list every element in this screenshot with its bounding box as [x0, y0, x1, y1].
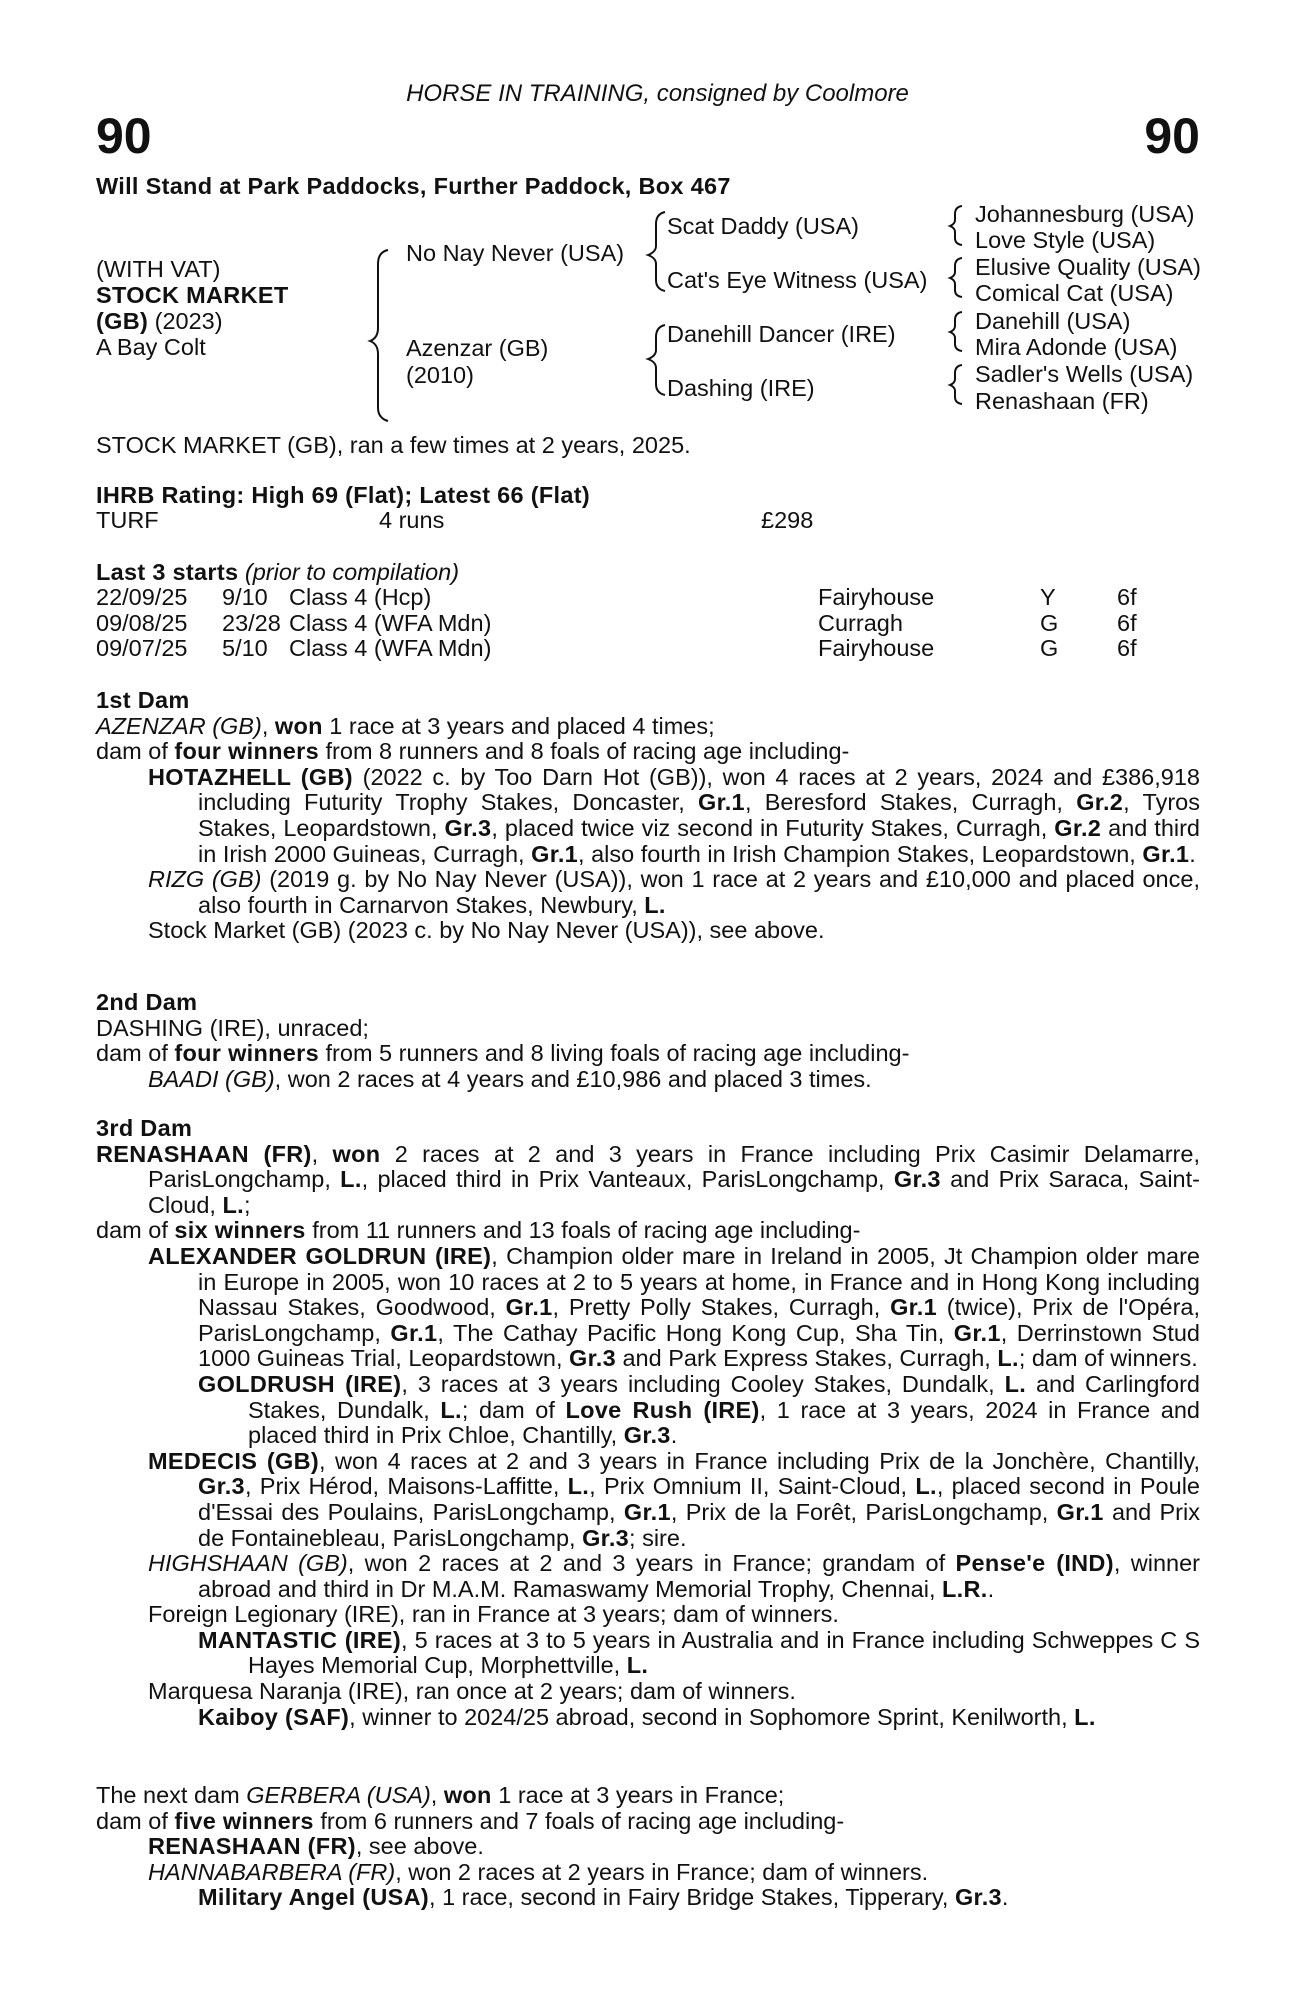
rating-runs: 4 runs: [379, 507, 445, 533]
grade: L.: [626, 1652, 649, 1679]
text: , placed third in Prix Vanteaux, ParisLongchamp,: [361, 1166, 894, 1193]
text: , see above.: [355, 1833, 484, 1860]
progeny-highshaan: [96, 1551, 1200, 1602]
grade: Gr.3: [569, 1345, 616, 1372]
start-course: Fairyhouse: [818, 584, 935, 610]
start-dist: 6f: [1117, 609, 1137, 636]
text: dam of: [96, 1040, 175, 1067]
text: ; dam of: [461, 1396, 566, 1423]
start-race: Class 4 (WFA Mdn): [289, 635, 492, 662]
first-dam-title: 1st Dam: [96, 687, 190, 713]
horse-name: Kaiboy (SAF): [198, 1703, 350, 1730]
grade: L.: [1004, 1370, 1027, 1397]
grade: L.R.: [942, 1575, 988, 1602]
text: and Prix de Fontainebleau, ParisLongchamp,: [198, 1498, 1200, 1551]
text: , won 4 races at 2 and 3 years in France including Prix de la Jonchère, Chantilly,: [319, 1447, 1201, 1474]
pedigree-dam: Azenzar (GB): [406, 335, 549, 361]
progeny-hotazhell: [96, 765, 1200, 867]
text: ; dam of winners.: [1018, 1345, 1198, 1372]
dam-name: AZENZAR (GB): [96, 712, 262, 739]
grade: Gr.2: [1054, 814, 1102, 841]
progeny-medecis: [96, 1449, 1200, 1551]
text: , The Cathay Pacific Hong Kong Cup, Sha Tin,: [437, 1319, 954, 1346]
grade: L.: [997, 1345, 1019, 1372]
progeny-alexander-goldrun: [96, 1244, 1200, 1372]
text: 1 race at 3 years and placed 4 times;: [322, 712, 715, 739]
grade: L.: [1074, 1703, 1096, 1730]
grade: Gr.3: [893, 1166, 941, 1193]
horse-name: MANTASTIC (IRE): [198, 1626, 402, 1653]
text: , Prix de la Forêt, ParisLongchamp,: [670, 1498, 1057, 1525]
text: 2 races at 2 and 3 years in France including Prix Casimir Delamarre, ParisLongchamp,: [148, 1140, 1200, 1193]
grade: L.: [222, 1191, 244, 1218]
progeny-hannabarbera: [96, 1860, 1200, 1886]
grade: Gr.1: [1056, 1498, 1104, 1525]
horse-name: Pense'e (IND): [955, 1550, 1114, 1577]
start-going: Y: [1040, 584, 1056, 610]
horse-name: ALEXANDER GOLDRUN (IRE): [148, 1242, 492, 1269]
text: dam of: [96, 1807, 175, 1834]
text: 1 race at 3 years in France;: [491, 1782, 785, 1808]
grade: Gr.1: [1142, 840, 1190, 867]
start-course: Curragh: [818, 609, 903, 636]
text: Marquesa Naranja (IRE), ran once at 2 years; dam of winners.: [148, 1678, 796, 1705]
first-dam-section: [96, 688, 1200, 944]
text: .: [1001, 1884, 1009, 1911]
pedigree-gen3-5: Danehill (USA): [975, 308, 1131, 334]
text: , 1 race, second in Fairy Bridge Stakes, Tipperary,: [429, 1884, 955, 1911]
rating-title: IHRB Rating: High 69 (Flat); Latest 66 (Flat): [96, 482, 590, 508]
third-dam-title: 3rd Dam: [96, 1115, 193, 1141]
start-going: G: [1040, 609, 1059, 636]
text: from 6 runners and 7 foals of racing age including-: [313, 1807, 845, 1834]
start-going: G: [1040, 635, 1059, 662]
text: and third in Irish 2000 Guineas, Curragh,: [198, 814, 1201, 867]
progeny-stock-market: [96, 918, 1200, 944]
grade: Gr.3: [954, 1884, 1002, 1911]
text: , 5 races at 3 to 5 years in Australia and in France including Schweppes C S Hayes Memorial Cup, Morphettville,: [248, 1626, 1200, 1679]
text: Stock Market (GB) (2023 c. by No Nay Never (USA)), see above.: [148, 917, 825, 944]
text: dam of: [96, 1217, 175, 1244]
text: Foreign Legionary (IRE), ran in France at 3 years; dam of winners.: [148, 1601, 839, 1628]
progeny-renashaan: [96, 1834, 1200, 1860]
text: from 8 runners and 8 foals of racing age including-: [319, 738, 850, 765]
third-dam-section: [96, 1116, 1200, 1730]
pedigree-dam-sire: Danehill Dancer (IRE): [667, 321, 896, 347]
horse-name: STOCK MARKET: [96, 282, 289, 308]
progeny-marquesa-naranja: [96, 1679, 1200, 1705]
horse-name: GOLDRUSH (IRE): [198, 1370, 402, 1397]
horse-name: HIGHSHAAN (GB): [148, 1550, 348, 1577]
second-dam-section: [96, 990, 1200, 1092]
stand-location: Will Stand at Park Paddocks, Further Paddock, Box 467: [96, 173, 731, 199]
progeny-goldrush: [96, 1372, 1200, 1449]
progeny-baadi: [96, 1067, 1200, 1093]
grade: L.: [440, 1396, 462, 1423]
text: dam of: [96, 738, 175, 765]
progeny-rizg: [96, 867, 1200, 918]
text: ,: [311, 1140, 333, 1167]
last-starts-note: (prior to compilation): [244, 559, 460, 585]
winners-count: six winners: [174, 1217, 306, 1244]
third-dam-line1: [96, 1142, 1200, 1219]
grade: Gr.1: [953, 1319, 1001, 1346]
text: , won 2 races at 4 years and £10,986 and placed 3 times.: [274, 1065, 872, 1092]
grade: Gr.1: [390, 1319, 438, 1346]
text: , Champion older mare in Ireland in 2005, Jt Champion older mare in Europe in 2005, won 10 races at 2 to 5 years at home, in France and in Hong Kong including Nassau Stakes, Goodwood,: [198, 1242, 1200, 1321]
horse-year: (2023): [154, 308, 223, 334]
grade: L.: [340, 1166, 362, 1193]
start-date: 22/09/25: [96, 584, 188, 610]
text: and Prix Saraca, Saint-Cloud,: [148, 1166, 1200, 1218]
horse-description: A Bay Colt: [96, 334, 206, 360]
text: , won 2 races at 2 years in France; dam of winners.: [395, 1858, 929, 1885]
rating-surface: TURF: [96, 507, 159, 533]
text: ,: [261, 712, 275, 739]
text: , placed twice viz second in Futurity Stakes, Curragh,: [491, 814, 1055, 841]
pedigree-dam-dam: Dashing (IRE): [667, 375, 815, 401]
text: , Beresford Stakes, Curragh,: [744, 789, 1077, 816]
next-dam-line2: [96, 1809, 1200, 1835]
text: (2019 g. by No Nay Never (USA)), won 1 race at 2 years and £10,000 and placed once, also fourth in Carnarvon Stakes, Newbury,: [198, 866, 1200, 918]
start-pos: 9/10: [222, 584, 268, 610]
pedigree-gen3-3: Elusive Quality (USA): [975, 254, 1201, 280]
grade: L.: [644, 891, 666, 918]
grade: L.: [915, 1473, 937, 1500]
grade: Gr.1: [698, 789, 745, 816]
text: (2022 c. by Too Darn Hot (GB)), won 4 races at 2 years, 2024 and £386,918 including Futurity Trophy Stakes, Doncaster,: [198, 763, 1200, 816]
won-label: won: [443, 1782, 492, 1808]
text: , Pretty Polly Stakes, Curragh,: [552, 1294, 891, 1321]
text: .: [987, 1575, 995, 1602]
start-race: Class 4 (WFA Mdn): [289, 609, 492, 636]
text: , Prix Hérod, Maisons-Laffitte,: [244, 1473, 568, 1500]
grade: L.: [567, 1473, 590, 1500]
progeny-kaiboy: [96, 1705, 1200, 1731]
first-dam-line1: [96, 714, 1200, 740]
next-dam-section: [96, 1783, 1200, 1911]
won-label: won: [274, 712, 323, 739]
pedigree-gen3-6: Mira Adonde (USA): [975, 334, 1178, 360]
start-date: 09/07/25: [96, 635, 188, 662]
grade: Gr.3: [444, 814, 492, 841]
text: , winner abroad and third in Dr M.A.M. Ramaswamy Memorial Trophy, Chennai,: [198, 1550, 1200, 1602]
text: from 11 runners and 13 foals of racing age including-: [305, 1217, 861, 1244]
pedigree-dam-year: (2010): [406, 362, 474, 388]
start-date: 09/08/25: [96, 609, 188, 636]
text: , winner to 2024/25 abroad, second in Sophomore Sprint, Kenilworth,: [349, 1703, 1075, 1730]
text: .: [670, 1422, 678, 1449]
horse-country: (GB): [96, 308, 149, 334]
text: and Carlingford Stakes, Dundalk,: [248, 1370, 1200, 1423]
lot-number-right: 90: [1144, 108, 1200, 164]
text: (twice), Prix de l'Opéra, ParisLongchamp,: [198, 1294, 1201, 1346]
pedigree-gen3-7: Sadler's Wells (USA): [975, 361, 1194, 387]
dam-name: RENASHAAN (FR): [96, 1140, 312, 1167]
won-label: won: [332, 1140, 381, 1167]
progeny-foreign-legionary: [96, 1602, 1200, 1628]
dam-name: GERBERA (USA): [246, 1782, 431, 1808]
start-dist: 6f: [1117, 635, 1137, 662]
start-pos: 5/10: [222, 635, 268, 662]
text: , Tyros Stakes, Leopardstown,: [198, 789, 1200, 841]
pedigree-sire-dam: Cat's Eye Witness (USA): [667, 267, 928, 293]
last-starts-title: Last 3 starts: [96, 559, 239, 585]
progeny-mantastic: [96, 1628, 1200, 1679]
next-dam-line1: [96, 1783, 1200, 1809]
first-dam-line2: [96, 739, 1200, 765]
horse-name: HOTAZHELL (GB): [148, 763, 353, 790]
text: , also fourth in Irish Champion Stakes, Leopardstown,: [578, 840, 1143, 867]
start-dist: 6f: [1117, 584, 1137, 610]
text: The next dam: [96, 1782, 247, 1808]
text: , Derrinstown Stud 1000 Guineas Trial, Leopardstown,: [198, 1319, 1200, 1372]
text: ; sire.: [629, 1524, 687, 1551]
race-summary: STOCK MARKET (GB), ran a few times at 2 years, 2025.: [96, 432, 691, 458]
horse-name: Love Rush (IRE): [565, 1396, 760, 1423]
second-dam-line2: [96, 1041, 1200, 1067]
horse-name: BAADI (GB): [148, 1065, 275, 1092]
grade: Gr.3: [198, 1473, 245, 1500]
page-header: HORSE IN TRAINING, consigned by Coolmore: [406, 80, 909, 107]
grade: Gr.3: [623, 1422, 671, 1449]
pedigree-gen3-1: Johannesburg (USA): [975, 201, 1195, 227]
grade: Gr.1: [531, 840, 579, 867]
grade: Gr.1: [505, 1294, 553, 1321]
winners-count: five winners: [174, 1807, 314, 1834]
start-race: Class 4 (Hcp): [289, 584, 432, 610]
text: from 5 runners and 8 living foals of racing age including-: [319, 1040, 910, 1067]
vat-label: (WITH VAT): [96, 256, 221, 282]
text: , 3 races at 3 years including Cooley Stakes, Dundalk,: [401, 1370, 1005, 1397]
text: , won 2 races at 2 and 3 years in France; grandam of: [347, 1550, 956, 1577]
text: , placed second in Poule d'Essai des Poulains, ParisLongchamp,: [198, 1473, 1200, 1525]
rating-earnings: £298: [761, 507, 814, 533]
winners-count: four winners: [174, 738, 319, 765]
grade: Gr.1: [623, 1498, 671, 1525]
text: , Prix Omnium II, Saint-Cloud,: [589, 1473, 916, 1500]
grade: Gr.2: [1076, 789, 1124, 816]
horse-name: RIZG (GB): [148, 866, 262, 893]
second-dam-title: 2nd Dam: [96, 989, 198, 1015]
start-course: Fairyhouse: [818, 635, 935, 662]
second-dam-line1: DASHING (IRE), unraced;: [96, 1014, 369, 1041]
grade: Gr.3: [582, 1524, 630, 1551]
text: ;: [243, 1191, 251, 1218]
pedigree-gen3-8: Renashaan (FR): [975, 388, 1149, 414]
pedigree-gen3-2: Love Style (USA): [975, 227, 1156, 253]
pedigree-gen3-4: Comical Cat (USA): [975, 280, 1174, 306]
pedigree-sire: No Nay Never (USA): [406, 240, 625, 266]
horse-name: Military Angel (USA): [198, 1884, 430, 1911]
text: ,: [430, 1782, 444, 1808]
lot-number-left: 90: [96, 108, 152, 164]
winners-count: four winners: [174, 1040, 319, 1067]
text: , 1 race at 3 years, 2024 in France and placed third in Prix Chloe, Chantilly,: [248, 1396, 1200, 1449]
last-starts-heading: [96, 560, 459, 586]
progeny-military-angel: [96, 1885, 1200, 1911]
third-dam-line2: [96, 1218, 1200, 1244]
horse-name: HANNABARBERA (FR): [148, 1858, 396, 1885]
start-pos: 23/28: [222, 609, 281, 636]
text: .: [1189, 840, 1196, 867]
horse-name: MEDECIS (GB): [148, 1447, 320, 1474]
horse-name: RENASHAAN (FR): [148, 1833, 356, 1860]
text: and Park Express Stakes, Curragh,: [615, 1345, 998, 1372]
grade: Gr.1: [890, 1294, 938, 1321]
pedigree-sire-sire: Scat Daddy (USA): [667, 213, 859, 239]
